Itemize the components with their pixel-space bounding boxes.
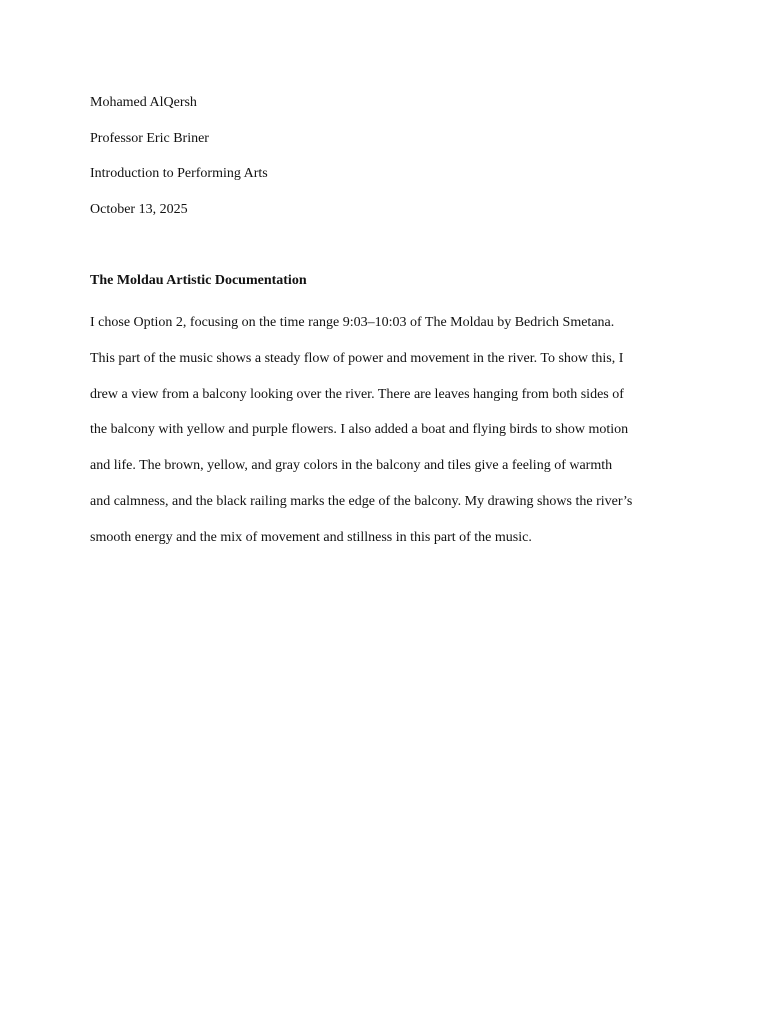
document-title: The Moldau Artistic Documentation [90, 273, 307, 288]
mla-heading [90, 92, 690, 234]
paragraph-line: the balcony with yellow and purple flowers. I also added a boat and flying birds to show motion [90, 422, 629, 438]
paragraph-line: I chose Option 2, focusing on the time range 9:03–10:03 of The Moldau by Bedrich Smetana. [90, 315, 615, 330]
body-paragraph [90, 305, 682, 556]
document-date: October 13, 2025 [90, 201, 188, 217]
course-name: Introduction to Performing Arts [90, 166, 268, 181]
professor-name: Professor Eric Briner [90, 130, 209, 146]
paragraph-line: and life. The brown, yellow, and gray colors in the balcony and tiles give a feeling of warmth [90, 458, 613, 474]
paragraph-line: This part of the music shows a steady flow of power and movement in the river. To show this, I [90, 350, 624, 366]
paragraph-line: and calmness, and the black railing marks the edge of the balcony. My drawing shows the river’s [90, 493, 633, 509]
paragraph-line: drew a view from a balcony looking over the river. There are leaves hanging from both sides of [90, 386, 624, 402]
author-name: Mohamed AlQersh [90, 95, 197, 110]
paragraph-line: smooth energy and the mix of movement and stillness in this part of the music. [90, 529, 532, 545]
